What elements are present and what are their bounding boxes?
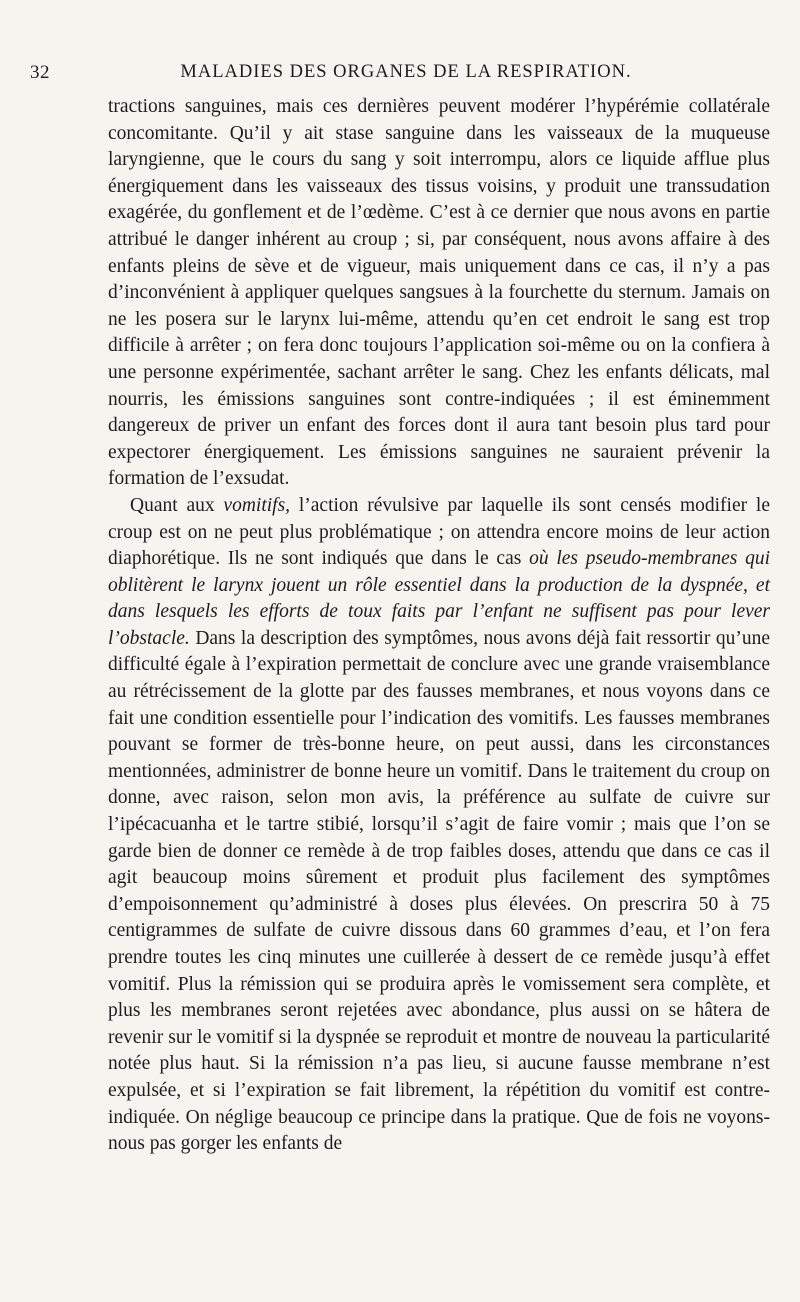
- text-segment: Quant aux: [130, 494, 224, 516]
- text-segment: tractions sanguines, mais ces dernières peuvent modérer l’hypérémie collatérale concomitante. Qu’il y ait stase sanguine dans les vaisseaux de la muqueuse laryngienne, que le cours du sang y soit interrompu, alors ce liquide afflue plus énergiquement dans les vaisseaux des tissus voisins, y produit une transsudation exagérée, du gonflement et de l’œdème. C’est à ce dernier que nous avons en partie attribué le danger inhérent au croup ; si, par conséquent, nous avons affaire à des enfants pleins de sève et de vigueur, mais uniquement dans ce cas, il n’y a pas d’inconvénient à appliquer quelques sangsues à la fourchette du sternum. Jamais on ne les posera sur le larynx lui-même, attendu qu’en cet endroit le sang est trop difficile à arrêter ; on fera donc toujours l’application soi-même ou on la confiera à une personne expérimentée, sachant arrêter le sang. Chez les enfants délicats, mal nourris, les émissions sanguines sont contre-indiquées ; il est éminemment dangereux de priver un enfant des forces dont il aura tant besoin plus tard pour expectorer énergiquement. Les émissions sanguines ne sauraient prévenir la formation de l’exsudat.: [108, 96, 770, 490]
- paragraph: [108, 493, 770, 1158]
- text-segment: Dans la description des symptômes, nous avons déjà fait ressortir qu’une difficulté égale à l’expiration permettait de conclure avec une grande vraisemblance au rétrécissement de la glotte par des fausses membranes, et nous voyons dans ce fait une condition essentielle pour l’indication des vomitifs. Les fausses membranes pouvant se former de très-bonne heure, on peut aussi, dans les circonstances mentionnées, administrer de bonne heure un vomitif. Dans le traitement du croup on donne, avec raison, selon mon avis, la préférence au sulfate de cuivre sur l’ipécacuanha et le tartre stibié, lorsqu’il s’agit de faire vomir ; mais que l’on se garde bien de donner ce remède à de trop faibles doses, attendu que dans ce cas il agit beaucoup moins sûrement et produit plus facilement des symptômes d’empoisonnement qu’administré à doses plus élevées. On prescrira 50 à 75 centigrammes de sulfate de cuivre dissous dans 60 grammes d’eau, et l’on fera prendre toutes les cinq minutes une cuillerée à dessert de ce remède jusqu’à effet vomitif. Plus la rémission qui se produira après le vomissement sera complète, et plus les membranes seront rejetées avec abondance, plus aussi on se hâtera de revenir sur le vomitif si la dyspnée se reproduit et montre de nouveau la particularité notée plus haut. Si la rémission n’a pas lieu, si aucune fausse membrane n’est expulsée, et si l’expiration se fait librement, la répétition du vomitif est contre-indiquée. On néglige beaucoup ce principe dans la pratique. Que de fois ne voyons-nous pas gorger les enfants de: [108, 627, 770, 1155]
- italic-text-segment: où les pseudo-membranes qui oblitèrent le larynx jouent un rôle essentiel dans la production de la dyspnée, et dans lesquels les efforts de toux faits par l’enfant ne suffisent pas pour lever l’obstacle.: [108, 548, 771, 649]
- body-text: [108, 94, 770, 1158]
- text-segment: l’action révulsive par laquelle ils sont censés modifier le croup est on ne peut plus problématique ; on attendra encore moins de leur action diaphorétique. Ils ne sont indiqués que dans le cas: [108, 494, 770, 570]
- running-title: MALADIES DES ORGANES DE LA RESPIRATION.: [180, 62, 632, 82]
- paragraph: [108, 94, 770, 493]
- italic-text-segment: vomitifs,: [223, 494, 291, 516]
- page-number: 32: [30, 62, 50, 83]
- page-header: [30, 62, 770, 88]
